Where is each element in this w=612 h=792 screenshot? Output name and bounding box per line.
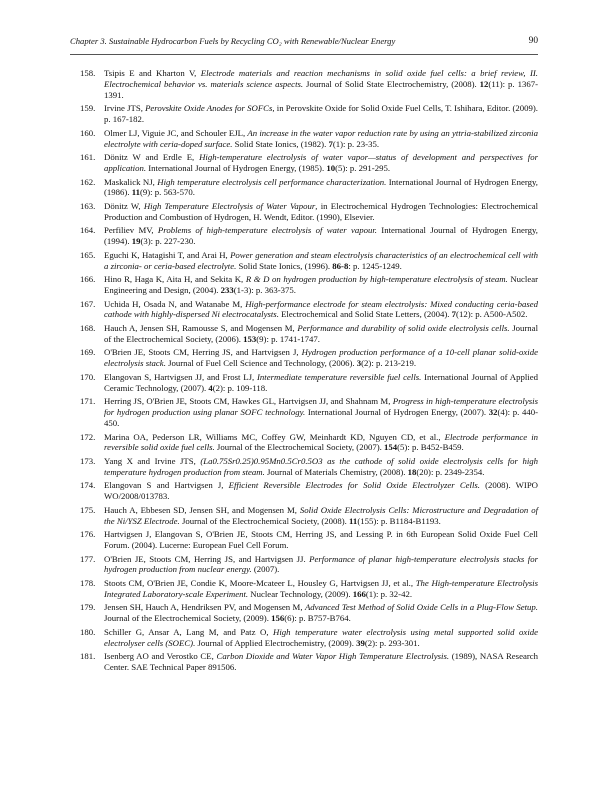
reference-source: Journal of the Electrochemical Society, (2007).: [214, 442, 385, 453]
reference-pages: (1): p. 32-42.: [365, 588, 413, 599]
reference-volume: 7: [328, 138, 333, 149]
reference-number: 165.: [80, 249, 96, 260]
reference-authors: Yang X and Irvine JTS,: [104, 455, 201, 466]
reference-item: [70, 505, 538, 527]
running-title: Chapter 3. Sustainable Hydrocarbon Fuels by Recycling CO₂ with Renewable/Nuclear Energy: [70, 36, 396, 46]
reference-title: Solid Oxide Electrolysis Cells: Microstructure and Degradation of the Ni/YSZ Electrode.: [104, 504, 538, 526]
reference-pages: (11): p. 1367-1391.: [104, 78, 538, 100]
reference-source: Solid State Ionics, (1996).: [236, 260, 333, 271]
reference-title: Electrode performance in reversible solid oxide fuel cells.: [104, 431, 538, 453]
reference-volume: 19: [131, 236, 141, 247]
reference-title: R & D on hydrogen production by high-temperature electrolysis of steam.: [245, 274, 508, 285]
reference-volume: 12: [479, 78, 489, 89]
reference-authors: Hauch A, Ebbesen SD, Jensen SH, and Mogensen M,: [104, 504, 300, 515]
reference-item: [70, 578, 538, 600]
reference-title: Perovskite Oxide Anodes for SOFCs: [145, 103, 273, 114]
reference-title: High temperature electrolysis cell performance characterization.: [157, 176, 387, 187]
reference-authors: Stoots CM, O'Brien JE, Condie K, Moore-Mcateer L, Housley G, Hartvigsen JJ, et al.,: [104, 577, 416, 588]
reference-number: 171.: [80, 396, 96, 407]
reference-title: The High-temperature Electrolysis Integrated Laboratory-scale Experiment.: [104, 577, 539, 599]
reference-item: [70, 323, 538, 345]
reference-pages: (5): p. B452-B459.: [397, 442, 464, 453]
reference-number: 170.: [80, 371, 96, 382]
reference-source: Journal of Solid State Electrochemistry, (2008).: [303, 78, 480, 89]
reference-source: International Journal of Applied Ceramic Technology, (2007).: [104, 371, 538, 393]
reference-pages: (6): p. B757-B764.: [284, 613, 351, 624]
reference-item: [70, 372, 538, 394]
reference-authors: Marina OA, Pederson LR, Williams MC, Coffey GW, Meinhardt KD, Nguyen CD, et al.,: [104, 431, 445, 442]
reference-item: [70, 529, 538, 551]
reference-volume: 7: [451, 309, 457, 320]
reference-source: (2007).: [251, 564, 280, 575]
reference-item: [70, 432, 538, 454]
reference-number: 179.: [80, 602, 96, 613]
reference-title: (La0.75Sr0.25)0.95Mn0.5Cr0.5O3 as the cathode of solid oxide electrolysis cells for high temperature hydrogen production from steam.: [104, 455, 538, 477]
reference-authors: Isenberg AO and Verostko CE,: [104, 651, 217, 662]
reference-source: Journal of the Electrochemical Society, (2009).: [104, 613, 272, 624]
reference-pages: (4): p. 440-450.: [104, 407, 538, 428]
reference-title: Problems of high-temperature electrolysis of water vapour.: [157, 225, 377, 236]
reference-volume: 154: [384, 442, 398, 453]
reference-title: Electrode materials and reaction mechanisms in solid oxide fuel cells: a brief review, II. Electrochemical behavior vs. materials science aspects.: [104, 68, 538, 89]
reference-authors: Hauch A, Jensen SH, Ramousse S, and Mogensen M,: [104, 322, 298, 333]
reference-title: Power generation and steam electrolysis characteristics of an electrochemical cell with a zirconia- or ceria-based electrolyte.: [104, 249, 538, 271]
reference-item: [70, 456, 538, 478]
reference-pages: (9): p. 563-570.: [139, 187, 195, 198]
reference-pages: (2): p. 293-301.: [364, 637, 420, 648]
reference-item: [70, 225, 538, 247]
reference-item: [70, 480, 538, 502]
reference-number: 161.: [80, 152, 96, 163]
reference-volume: 10: [326, 163, 336, 174]
reference-title: Hydrogen production performance of a 10-cell planar solid-oxide electrolysis stack.: [104, 347, 538, 369]
reference-volume: 39: [356, 637, 365, 648]
reference-authors: Tsipis E and Kharton V,: [104, 68, 201, 78]
reference-number: 174.: [80, 480, 96, 491]
reference-title: Performance of planar high-temperature electrolysis stacks for hydrogen production from nuclear energy.: [104, 553, 539, 575]
reference-item: [70, 554, 538, 576]
reference-volume: 233: [220, 285, 234, 296]
reference-pages: (20): p. 2349-2354.: [416, 466, 485, 477]
reference-source: International Journal of Hydrogen Energy, (2007).: [305, 407, 489, 418]
reference-number: 178.: [80, 577, 96, 588]
reference-title: Intermediate temperature reversible fuel cells.: [257, 371, 422, 382]
reference-authors: Dönitz W,: [104, 200, 144, 211]
reference-pages: (5): p. 291-295.: [335, 163, 391, 174]
reference-authors: Elangovan S and Hartvigsen J,: [104, 480, 229, 491]
reference-authors: Uchida H, Osada N, and Watanabe M,: [104, 298, 246, 309]
reference-volume: 11: [349, 515, 358, 526]
reference-authors: Dönitz W and Erdle E,: [104, 152, 200, 163]
reference-source: Nuclear Engineering and Design, (2004).: [104, 274, 539, 296]
reference-number: 164.: [80, 225, 96, 236]
reference-authors: Elangovan S, Hartvigsen JJ, and Frost LJ,: [104, 371, 257, 382]
reference-pages: : p. 1245-1249.: [348, 260, 402, 271]
reference-item: [70, 177, 538, 199]
reference-authors: Olmer LJ, Viguie JC, and Schouler EJL,: [104, 127, 248, 138]
reference-authors: Jensen SH, Hauch A, Hendriksen PV, and Mogensen M,: [104, 602, 305, 613]
reference-title: Efficient Reversible Electrodes for Solid Oxide Electrolyzer Cells.: [228, 480, 480, 491]
reference-number: 175.: [80, 504, 96, 515]
reference-volume: 86-8: [332, 260, 349, 271]
reference-volume: 18: [407, 466, 417, 477]
reference-title: Advanced Test Method of Solid Oxide Cells in a Plug-Flow Setup.: [304, 602, 538, 613]
reference-list: [70, 68, 538, 676]
reference-item: [70, 274, 538, 296]
reference-item: [70, 201, 538, 223]
reference-volume: 3: [356, 358, 362, 369]
reference-title: Performance and durability of solid oxide electrolysis cells.: [297, 322, 510, 333]
reference-title: Progress in high-temperature electrolysis for hydrogen production using planar SOFC technology.: [104, 396, 538, 418]
reference-authors: Hino R, Haga K, Aita H, and Sekita K,: [104, 274, 246, 285]
reference-title: High-performance electrode for steam electrolysis: Mixed conducting ceria-based cathode with highly-dispersed Ni electrocatalysts.: [104, 298, 538, 320]
reference-number: 162.: [80, 176, 96, 187]
header-rule: [70, 54, 538, 55]
reference-pages: (155): p. B1184-B1193.: [357, 515, 441, 526]
reference-item: [70, 250, 538, 272]
reference-title: High temperature water electrolysis using metal supported solid oxide electrolyser cells (SOEC).: [104, 626, 539, 648]
reference-source: , in Perovskite Oxide for Solid Oxide Fuel Cells, T. Ishihara, Editor. (2009). p. 167-182.: [104, 103, 538, 125]
reference-authors: Irvine JTS,: [104, 103, 146, 114]
reference-pages: (3): p. 227-230.: [140, 236, 196, 247]
reference-item: [70, 128, 538, 150]
reference-volume: 156: [271, 613, 285, 624]
reference-item: [70, 627, 538, 649]
reference-pages: (2): p. 109-118.: [212, 382, 268, 393]
reference-number: 169.: [80, 347, 96, 358]
reference-number: 160.: [80, 127, 96, 138]
reference-source: International Journal of Hydrogen Energy, (1985).: [146, 163, 327, 174]
reference-source: Solid State Ionics, (1982).: [232, 138, 329, 149]
reference-pages: (9): p. 1741-1747.: [256, 333, 320, 344]
reference-authors: Herring JS, O'Brien JE, Stoots CM, Hawkes GL, Hartvigsen JJ, and Shahnam M,: [104, 396, 393, 407]
reference-item: [70, 152, 538, 174]
reference-item: [70, 347, 538, 369]
reference-authors: Schiller G, Ansar A, Lang M, and Patz O,: [104, 626, 274, 637]
reference-pages: (1-3): p. 363-375.: [233, 285, 296, 296]
reference-authors: Eguchi K, Hatagishi T, and Arai H,: [104, 249, 231, 260]
reference-number: 177.: [80, 553, 96, 564]
reference-number: 158.: [80, 68, 96, 78]
reference-number: 172.: [80, 431, 96, 442]
reference-volume: 11: [131, 187, 140, 198]
reference-pages: (12): p. A500-A502.: [456, 309, 528, 320]
reference-source: Journal of the Electrochemical Society, (2008).: [179, 515, 350, 526]
reference-pages: (1): p. 23-35.: [332, 138, 380, 149]
reference-title: Carbon Dioxide and Water Vapor High Temperature Electrolysis.: [216, 651, 450, 662]
reference-item: [70, 299, 538, 321]
reference-number: 163.: [80, 200, 96, 211]
reference-volume: 166: [352, 588, 366, 599]
reference-source: International Journal of Hydrogen Energy, (1994).: [104, 225, 538, 247]
reference-item: [70, 68, 538, 101]
reference-number: 173.: [80, 455, 96, 466]
reference-authors: O'Brien JE, Stoots CM, Herring JS, and Hartvigsen J,: [104, 347, 302, 358]
reference-item: [70, 651, 538, 673]
reference-title: High Temperature Electrolysis of Water Vapour: [143, 200, 316, 211]
reference-authors: Hartvigsen J, Elangovan S, O'Brien JE, Stoots CM, Herring JS, and Lessing P.: [104, 529, 397, 540]
reference-source: Journal of the Electrochemical Society, (2006).: [104, 322, 539, 344]
reference-volume: 153: [243, 333, 257, 344]
page-header: [70, 36, 538, 50]
page-number: 90: [528, 36, 538, 46]
reference-source: Journal of Materials Chemistry, (2008).: [264, 466, 408, 477]
reference-volume: 32: [488, 407, 498, 418]
reference-number: 168.: [80, 322, 96, 333]
reference-source: Journal of Applied Electrochemistry, (2009).: [195, 637, 357, 648]
reference-authors: O'Brien JE, Stoots CM, Herring JS, and Hartvigsen JJ.: [104, 553, 310, 564]
reference-number: 180.: [80, 626, 96, 637]
reference-number: 167.: [80, 298, 96, 309]
reference-title: High-temperature electrolysis of water vapor—status of development and perspectives for application.: [104, 152, 539, 174]
reference-item: [70, 602, 538, 624]
reference-source: (1989), NASA Research Center. SAE Technical Paper 891506.: [104, 651, 539, 673]
reference-number: 159.: [80, 103, 96, 114]
reference-source: International Journal of Hydrogen Energy, (1986).: [104, 176, 538, 198]
reference-number: 176.: [80, 529, 96, 540]
reference-volume: 4: [208, 382, 213, 393]
reference-title: An increase in the water vapor reduction rate by using an yttria-stabilized zirconia electrolyte with ceria-doped surface.: [104, 127, 538, 149]
reference-pages: (2): p. 213-219.: [361, 358, 417, 369]
reference-source: , in Electrochemical Hydrogen Technologies: Electrochemical Production and Combustion of Hydrogen, H. Wendt, Editor. (1990), Elsevier.: [104, 200, 539, 222]
reference-item: [70, 396, 538, 429]
reference-authors: Maskalick NJ,: [104, 176, 158, 187]
reference-source: (2008). WIPO WO/2008/013783.: [104, 480, 539, 502]
reference-source: Nuclear Technology, (2009).: [248, 588, 353, 599]
reference-source: Journal of Fuel Cell Science and Technology, (2006).: [165, 358, 357, 369]
reference-source: in 6th European Solid Oxide Fuel Cell Forum. (2004). Lucerne: European Fuel Cell Forum.: [104, 529, 538, 551]
reference-item: [70, 103, 538, 125]
reference-authors: Perfiliev MV,: [104, 225, 158, 236]
reference-source: Electrochemical and Solid State Letters, (2004).: [278, 309, 452, 320]
reference-number: 181.: [80, 651, 96, 662]
reference-number: 166.: [80, 274, 96, 285]
